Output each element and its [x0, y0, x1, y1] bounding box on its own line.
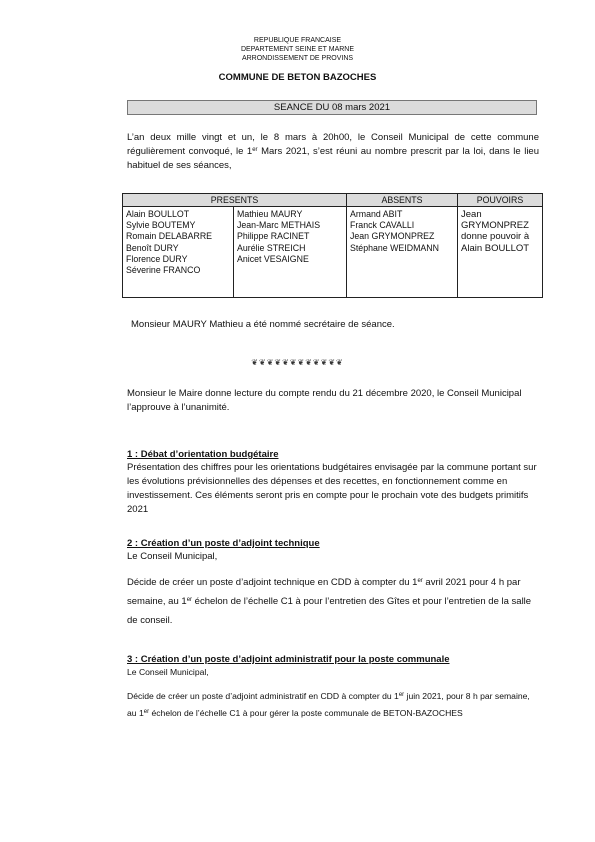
list-item: Mathieu MAURY — [237, 209, 303, 219]
list-item: Jean-Marc METHAIS — [237, 220, 321, 231]
list-item: Alain BOULLOT — [126, 209, 190, 219]
section-2-body — [127, 550, 539, 630]
section-2-sup-1: er — [417, 578, 423, 584]
list-item: Jean GRYMONPREZ — [461, 209, 529, 232]
section-2-text-3: échelon de l’échelle C1 à pour l’entretien des Gîtes et pour l’entretien de la salle de conseil. — [127, 596, 532, 626]
section-3-body — [127, 666, 539, 722]
list-item: Benoît DURY — [126, 242, 179, 253]
presents-column-2 — [234, 207, 347, 298]
section-2-text-2: avril 2021 pour 4 h par semaine, au 1 — [127, 577, 521, 607]
section-3-decision — [127, 688, 539, 722]
section-2-text-1: Décide de créer un poste d’adjoint technique en CDD à compter du 1 — [127, 577, 418, 588]
section-3-intro: Le Conseil Municipal, — [127, 667, 209, 677]
list-item: Philippe RACINET — [237, 231, 310, 242]
intro-text-2: Mars 2021, s’est réuni au nombre prescrit par la loi, dans le lieu habituel de ses séances, — [127, 146, 539, 171]
section-3-text-3: échelon de l’échelle C1 à pour gérer la poste communale de BETON-BAZOCHES — [149, 708, 463, 718]
header-absents: ABSENTS — [347, 194, 458, 207]
section-2-title: 2 : Création d’un poste d’adjoint technique — [127, 538, 320, 549]
section-1-title: 1 : Débat d’orientation budgétaire — [127, 449, 279, 460]
intro-text-1: L’an deux mille vingt et un, le 8 mars à 20h00, le Conseil Municipal de cette commune régulièrement convoqué, le 1 — [127, 132, 539, 157]
section-3-text-1: Décide de créer un poste d’adjoint administratif en CDD à compter du 1 — [127, 691, 399, 701]
absents-column — [347, 207, 458, 298]
section-2-decision — [127, 573, 539, 630]
list-item: Anicet VESAIGNE — [237, 253, 309, 264]
section-3-text-2: juin 2021, pour 8 h par semaine, au 1 — [127, 691, 530, 718]
section-3-sup-1: er — [398, 692, 405, 698]
section-2-sup-2: er — [186, 597, 193, 603]
header-republique: REPUBLIQUE FRANCAISE — [253, 37, 342, 44]
secretaire-paragraph: Monsieur MAURY Mathieu a été nommé secrétaire de séance. — [131, 319, 395, 330]
intro-paragraph — [127, 131, 539, 173]
pouvoirs-column — [458, 207, 543, 298]
list-item: Romain DELABARRE — [126, 231, 213, 242]
seance-banner: SEANCE DU 08 mars 2021 — [127, 100, 537, 115]
header-departement: DEPARTEMENT SEINE ET MARNE — [240, 46, 355, 53]
section-3-sup-2: er — [143, 709, 150, 715]
list-item: Florence DURY — [126, 253, 188, 264]
presents-column-1 — [123, 207, 234, 298]
commune-title: COMMUNE DE BETON BAZOCHES — [218, 72, 377, 83]
list-item: Séverine FRANCO — [126, 265, 201, 276]
header-presents: PRESENTS — [123, 194, 347, 207]
list-item: Franck CAVALLI — [350, 220, 415, 231]
list-item: Jean GRYMONPREZ — [350, 231, 435, 242]
ornament-divider: ❦❦❦❦❦❦❦❦❦❦❦❦ — [251, 358, 344, 367]
lecture-paragraph: Monsieur le Maire donne lecture du compte rendu du 21 décembre 2020, le Conseil Municipal l’approuve à l’unanimité. — [127, 388, 522, 413]
list-item: Aurélie STREICH — [237, 242, 306, 253]
header-pouvoirs: POUVOIRS — [458, 194, 543, 207]
intro-sup: er — [252, 147, 258, 153]
list-item: Alain BOULLOT — [461, 242, 530, 254]
section-1-body: Présentation des chiffres pour les orientations budgétaires envisagée par la commune portant sur les évolutions prévisionnelles des dépenses et des recettes, en fonctionnement comme en investissement. Ces éléments seront pris en compte pour le prochain vote des budgets primitifs 2021 — [127, 462, 537, 515]
attendance-table — [122, 193, 543, 298]
section-2-intro: Le Conseil Municipal, — [127, 551, 218, 562]
header-arrondissement: ARRONDISSEMENT DE PROVINS — [241, 55, 354, 62]
list-item: Stéphane WEIDMANN — [350, 242, 439, 253]
list-item: Armand ABIT — [350, 209, 403, 219]
list-item: donne pouvoir à — [461, 231, 530, 243]
list-item: Sylvie BOUTEMY — [126, 220, 196, 231]
section-3-title: 3 : Création d’un poste d’adjoint administratif pour la poste communale — [127, 654, 450, 665]
